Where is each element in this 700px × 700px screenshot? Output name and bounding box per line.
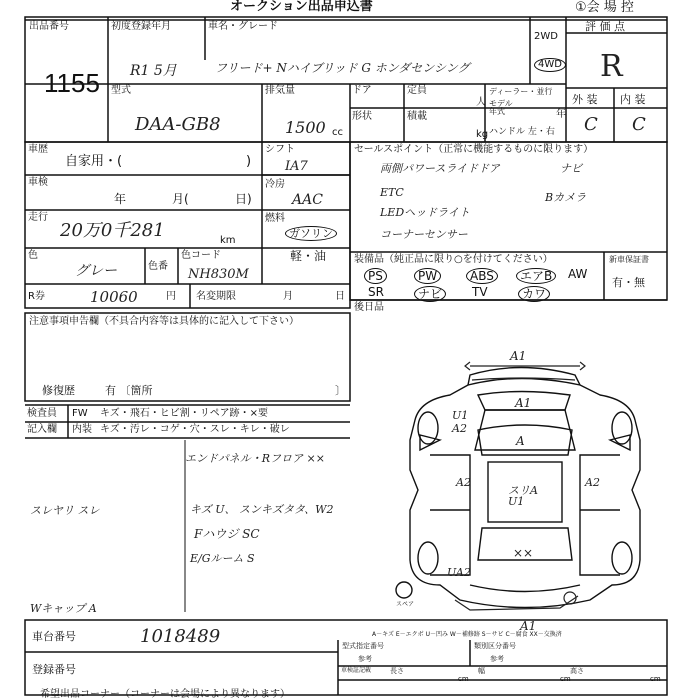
inspector-label-2: 記入欄 — [27, 424, 57, 435]
sales-point-2: ナビ — [560, 162, 582, 175]
frame-label: 車台番号 — [32, 630, 76, 643]
name-change-label: 名変期限 — [196, 291, 236, 302]
warranty-label: 新車保証書 — [609, 255, 649, 264]
inspector-label-1: 検査員 — [27, 408, 57, 419]
equip-camera: カワ — [518, 286, 550, 302]
lot-number: 1155 — [44, 68, 100, 98]
inspector-note-right-4: E/Gルーム S — [190, 552, 255, 565]
diagram-mark-top: A1 — [510, 349, 527, 363]
class-code-ref: 参考 — [490, 655, 504, 663]
equip-aw: AW — [568, 267, 588, 281]
fuel-label: 燃料 — [265, 213, 285, 224]
usage-close: ) — [246, 154, 252, 169]
width-label: 幅 — [478, 667, 485, 675]
equip-sr: SR — [368, 285, 384, 299]
mileage-value: 20万0千281 — [60, 220, 165, 241]
sales-points-label: セールスポイント（正常に機能するものに限ります） — [354, 144, 594, 155]
diagram-mark-right-door: A2 — [585, 476, 600, 489]
sales-point-4: Bカメラ — [545, 191, 587, 204]
repair-label: 修復歴 — [42, 384, 75, 397]
fuel-gasoline: ガソリン — [285, 226, 337, 241]
length-label: 長さ — [390, 667, 404, 675]
cc-unit: cc — [332, 127, 343, 138]
first-reg-value: R1 5月 — [130, 63, 177, 79]
drive-2wd: 2WD — [534, 31, 558, 42]
height-label: 高さ — [570, 667, 584, 675]
inspection-label: 車検 — [28, 177, 48, 188]
color-code-value: NH830M — [188, 267, 249, 282]
diagram-mark-bottom: A1 — [520, 619, 537, 633]
color-value: グレー — [75, 263, 117, 279]
inspector-note-right-1: エンドパネル・Rフロア ×× — [185, 452, 325, 465]
score-label: 評 価 点 — [585, 20, 625, 33]
equip-navi: ナビ — [414, 286, 446, 302]
copy-label: ①会 場 控 — [575, 0, 634, 15]
diagram-mark-rear: ×× — [513, 546, 534, 560]
equip-airbag: エアB — [516, 268, 556, 284]
drive-4wd: 4WD — [534, 58, 566, 72]
height-unit: cm — [650, 675, 661, 683]
exterior-label: 外 装 — [572, 93, 598, 106]
inspector-note-right-3: Fハウジ SC — [194, 527, 260, 541]
equip-abs: ABS — [466, 268, 498, 284]
width-unit: cm — [560, 675, 571, 683]
diagram-mark-left-a2: A2 — [452, 422, 467, 435]
shift-label: シフト — [265, 144, 295, 155]
first-reg-label: 初度登録年月 — [111, 21, 171, 32]
damage-legend: A－キズ E－エクボ U－凹み W－補修跡 S－サビ C－腐食 XX－交換済 — [372, 631, 562, 638]
class-code-label: 類別区分番号 — [474, 642, 516, 650]
recycle-value: 10060 — [90, 288, 138, 306]
warranty-value: 有・無 — [612, 276, 645, 289]
car-name-label: 車名・グレード — [208, 21, 278, 32]
footer-corner-label: 希望出品コーナー（コーナーは会場により異なります） — [40, 689, 290, 700]
inspector-in: 内装 — [72, 424, 92, 435]
inspector-fw: FW — [72, 408, 88, 419]
door-label: ドア — [352, 85, 372, 96]
type-cert-label: 型式指定番号 — [342, 642, 384, 650]
interior-label: 内 装 — [620, 93, 646, 106]
equipment-label: 装備品（純正品に限り○を付けてください） — [354, 254, 553, 265]
lot-label: 出品番号 — [29, 21, 69, 32]
usage-value: 自家用・( — [65, 154, 123, 169]
notes-label: 注意事項申告欄（不具合内容等は具体的に記入して下さい） — [29, 316, 299, 327]
color-label: 色 — [28, 250, 38, 261]
diagram-mark-hood: A — [516, 434, 525, 448]
inspector-note-left-2: Wキャップ A — [30, 602, 97, 615]
dealer-label: ディーラー・並行 — [489, 87, 553, 96]
capacity-label: 定員 — [407, 85, 427, 96]
recycle-label: R券 — [28, 291, 45, 302]
spare-label: スペア — [396, 601, 415, 608]
equip-tv: TV — [472, 285, 488, 299]
shape-label: 形状 — [352, 111, 372, 122]
diagram-mark-roof: スリA U1 — [508, 484, 538, 508]
diagram-mark-left-u1: U1 — [452, 409, 469, 422]
inspection-day: 日) — [235, 192, 252, 206]
interior-value: C — [632, 114, 646, 135]
inspector-fw-items: キズ・飛石・ヒビ割・リペア跡・×要 — [100, 408, 268, 419]
registration-label: 登録番号 — [32, 663, 76, 676]
dims-label: 車検証記載 — [341, 667, 372, 674]
usage-label: 車歴 — [28, 144, 48, 155]
recycle-unit: 円 — [166, 291, 176, 302]
repair-close: 〕 — [335, 384, 346, 397]
model-value: DAA-GB8 — [135, 114, 221, 135]
model-year-label: モデル年式 — [489, 99, 513, 116]
mileage-unit: km — [220, 235, 236, 246]
frame-value: 1018489 — [140, 626, 221, 647]
handle-label: ハンドル 左・右 — [489, 127, 555, 137]
year-unit: 年 — [556, 109, 566, 120]
cc-value: 1500 — [285, 118, 326, 137]
inspection-month: 月( — [172, 192, 189, 206]
diagram-mark-left-rear: UA2 — [447, 566, 471, 579]
repair-value: 有 〔箇所 — [105, 384, 153, 397]
persons-unit: 人 — [476, 97, 486, 108]
name-change-month: 月 — [283, 291, 293, 302]
sales-point-1: 両側パワースライドドア — [380, 162, 500, 175]
kg-unit: kg — [476, 129, 489, 140]
length-unit: cm — [458, 675, 469, 683]
load-label: 積載 — [407, 111, 427, 122]
aircon-value: AAC — [292, 192, 323, 208]
exterior-value: C — [584, 114, 598, 135]
inspection-year: 年 — [114, 192, 127, 206]
form-title: オークション出品申込書 — [230, 0, 373, 14]
diagram-mark-left-door: A2 — [456, 476, 471, 489]
diagram-mark-bumper: A1 — [515, 396, 532, 410]
inspector-in-items: キズ・汚レ・コゲ・穴・スレ・キレ・破レ — [100, 424, 290, 435]
type-cert-ref: 参考 — [358, 655, 372, 663]
equip-pw: PW — [414, 268, 441, 284]
car-name-value: フリード+ Nハイブリッド G ホンダセンシング — [215, 61, 470, 75]
name-change-day: 日 — [335, 291, 345, 302]
mileage-label: 走行 — [28, 212, 48, 223]
color-code-label: 色コード — [181, 250, 221, 261]
inspector-note-right-2: キズ U、 スンキズタタ、W2 — [190, 503, 334, 516]
equip-ps: PS — [364, 268, 387, 284]
fuel-diesel: 軽・油 — [290, 249, 327, 263]
sales-point-5: LEDヘッドライト — [380, 206, 470, 219]
later-label: 後日品 — [354, 302, 384, 313]
inspector-note-left-1: スレヤリ スレ — [30, 504, 100, 517]
shift-value: IA7 — [285, 159, 308, 174]
aircon-label: 冷房 — [265, 179, 285, 190]
sales-point-3: ETC — [380, 186, 404, 199]
score-value: R — [600, 49, 623, 84]
color-number-label: 色番 — [148, 261, 168, 272]
cc-label: 排気量 — [265, 85, 295, 96]
sales-point-6: コーナーセンサー — [380, 228, 468, 241]
model-label: 型式 — [111, 85, 131, 96]
